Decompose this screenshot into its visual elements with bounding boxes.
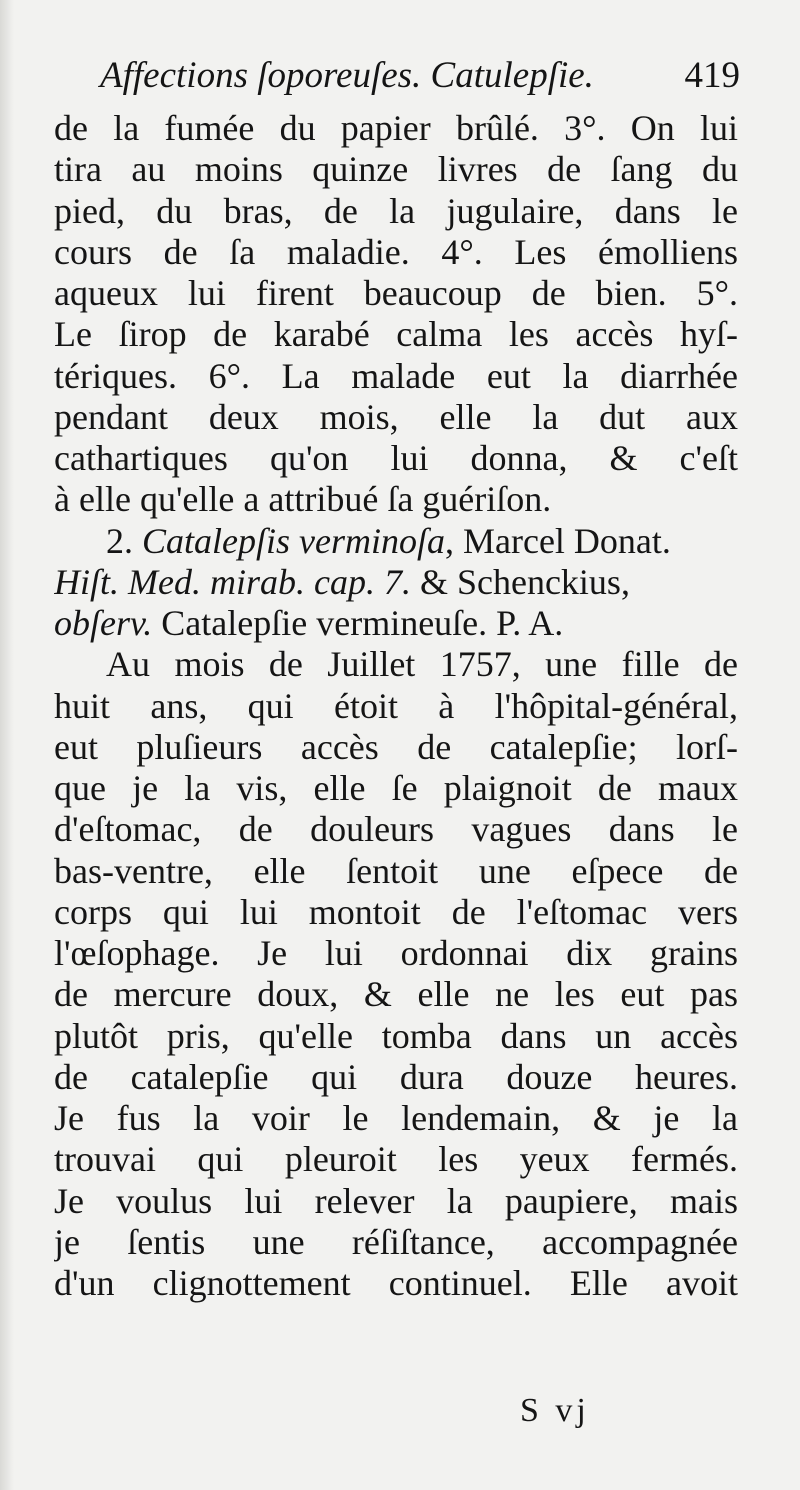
species-reference <box>54 562 738 603</box>
text-line: Je fus la voir le lendemain, & je la <box>54 1098 738 1138</box>
text-line: à elle qu'elle a attribué ſa guériſon. <box>54 479 552 520</box>
reference-title: Hiſt. Med. mirab. cap. 7. <box>54 561 411 602</box>
text-line: aqueux lui firent beaucoup de bien. 5°. <box>54 273 738 313</box>
text-line: trouvai qui pleuroit les yeux fermés. <box>54 1139 738 1180</box>
running-head: Affections ſoporeuſes. Catulepſie. <box>100 55 594 96</box>
species-heading <box>54 521 738 562</box>
text-line: de la fumée du papier brûlé. 3°. On lui <box>54 108 738 148</box>
text-line: eut pluſieurs accès de catalepſie; lorſ- <box>54 726 738 767</box>
page-footer <box>520 1388 640 1434</box>
text-line: huit ans, qui étoit à l'hôpital-général, <box>54 685 738 726</box>
species-number: 2. <box>106 520 133 561</box>
page-number: 419 <box>684 55 740 96</box>
text-line: tira au moins quinze livres de ſang du <box>54 149 738 190</box>
page-edge <box>0 0 14 1490</box>
reference-observ: obſerv. <box>54 603 153 643</box>
signature-mark: S vj <box>520 1392 590 1429</box>
text-line: bas-ventre, elle ſentoit une eſpece de <box>54 850 738 891</box>
page-body <box>54 108 738 1304</box>
text-line: Je voulus lui relever la paupiere, mais <box>54 1180 738 1221</box>
text-line: pied, du bras, de la jugulaire, dans le <box>54 190 738 231</box>
text-line: que je la vis, elle ſe plaignoit de maux <box>54 768 738 808</box>
text-line: Le ſirop de karabé calma les accès hyſ- <box>54 314 738 355</box>
french-name: Catalepſie vermineuſe. P. A. <box>152 603 564 643</box>
text-line: de catalepſie qui dura douze heures. <box>54 1056 738 1097</box>
text-line: cours de ſa maladie. 4°. Les émolliens <box>54 231 738 272</box>
text-line: l'œſophage. Je lui ordonnai dix grains <box>54 933 738 973</box>
text-line: Au mois de Juillet 1757, une fille de <box>106 644 738 685</box>
species-name: Catalepſis verminoſa <box>142 520 445 561</box>
text-line: d'un clignottement continuel. Elle avoit <box>54 1263 738 1303</box>
text-line: corps qui lui montoit de l'eſtomac vers <box>54 891 738 932</box>
text-line: de mercure doux, & elle ne les eut pas <box>54 974 738 1015</box>
species-author: , Marcel Donat. <box>444 520 671 561</box>
reference-author: & Schenckius, <box>410 561 630 602</box>
text-line: je ſentis une réſiſtance, accompagnée <box>54 1221 738 1262</box>
species-french-name <box>54 603 738 644</box>
text-line: plutôt pris, qu'elle tomba dans un accès <box>54 1015 738 1056</box>
text-line: tériques. 6°. La malade eut la diarrhée <box>54 355 738 396</box>
text-line: d'eſtomac, de douleurs vagues dans le <box>54 809 738 850</box>
page-header <box>100 50 740 102</box>
text-line: pendant deux mois, elle la dut aux <box>54 396 738 437</box>
text-line: cathartiques qu'on lui donna, & c'eſt <box>54 438 738 478</box>
